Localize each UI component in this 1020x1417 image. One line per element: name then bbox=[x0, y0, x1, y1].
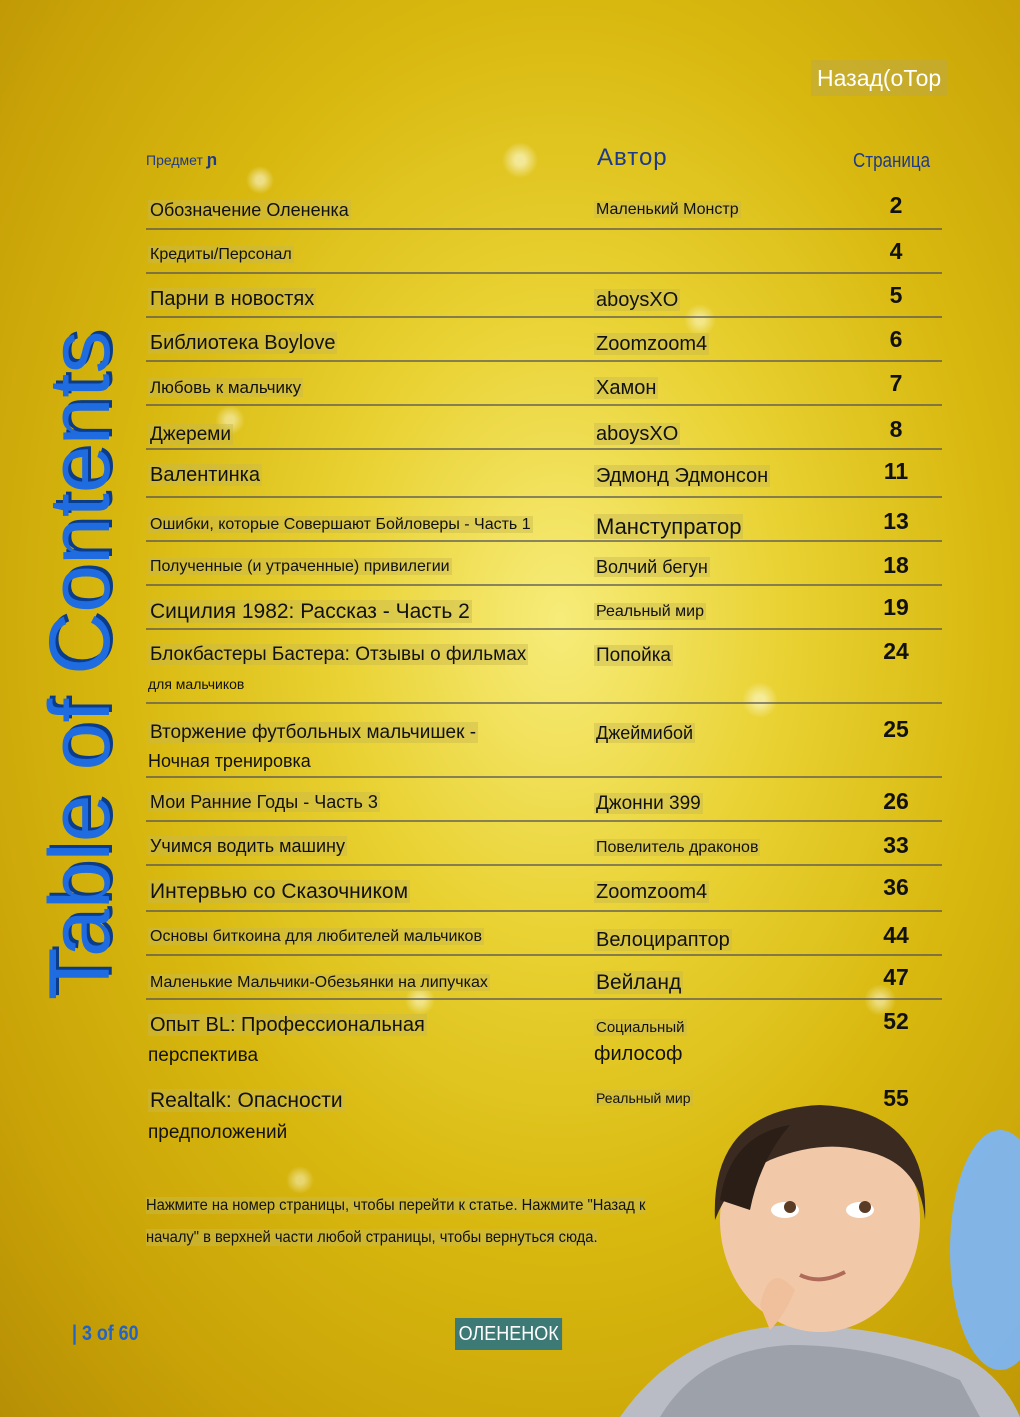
page-indicator-bar: | bbox=[72, 1322, 78, 1345]
toc-row bbox=[146, 542, 942, 586]
toc-row bbox=[146, 450, 942, 498]
toc-subject-text: Маленькие Мальчики-Обезьянки на липучках bbox=[150, 974, 488, 991]
toc-subject-text: Мои Ранние Годы - Часть 3 bbox=[150, 792, 378, 812]
toc-author bbox=[594, 788, 703, 819]
toc-page-link[interactable]: 36 bbox=[883, 874, 909, 900]
toc-author-text: Волчий бегун bbox=[596, 557, 708, 577]
toc-author bbox=[594, 966, 683, 999]
toc-author bbox=[594, 460, 770, 492]
back-to-top-link[interactable]: Назад(оТор bbox=[811, 60, 947, 96]
toc-subject-text: Джереми bbox=[150, 424, 231, 445]
note-line-2: началу" в верхней части любой страницы, чтобы вернуться сюда. bbox=[146, 1229, 598, 1246]
toc-row bbox=[146, 498, 942, 542]
toc-author bbox=[594, 834, 760, 862]
toc-subject-text-line2: Ночная тренировка bbox=[148, 751, 311, 771]
toc-subject bbox=[148, 640, 528, 699]
toc-page-link[interactable]: 19 bbox=[883, 594, 909, 620]
toc-subject bbox=[148, 328, 337, 358]
toc-page-link[interactable]: 18 bbox=[883, 552, 909, 578]
navigation-note bbox=[146, 1190, 661, 1254]
toc-page-link[interactable]: 11 bbox=[883, 458, 909, 484]
toc-subject bbox=[148, 460, 262, 490]
toc-author-text: aboysXO bbox=[596, 289, 679, 311]
toc-table bbox=[146, 186, 942, 1155]
toc-page-link[interactable]: 6 bbox=[889, 326, 903, 352]
toc-page-link[interactable]: 26 bbox=[883, 788, 909, 814]
toc-author-text: Хамон bbox=[596, 377, 657, 399]
toc-page-link[interactable]: 7 bbox=[889, 370, 903, 396]
toc-author-text: Джеймибой bbox=[596, 723, 694, 743]
toc-subject bbox=[148, 284, 316, 314]
toc-subject bbox=[148, 876, 410, 907]
toc-author-text: Джонни 399 bbox=[596, 793, 701, 814]
toc-author-text: Реальный мир bbox=[596, 603, 704, 620]
toc-author-text-line2: философ bbox=[594, 1043, 683, 1065]
toc-author bbox=[594, 510, 743, 544]
toc-author-text: Вейланд bbox=[596, 971, 682, 994]
toc-subject-text: Учимся водить машину bbox=[150, 836, 345, 856]
toc-page-link[interactable]: 4 bbox=[889, 238, 903, 264]
toc-author-text: Эдмонд Эдмонсон bbox=[596, 465, 769, 487]
toc-subject bbox=[148, 374, 303, 401]
toc-author bbox=[594, 372, 658, 404]
toc-author-text: Реальный мир bbox=[596, 1090, 691, 1106]
toc-author-text: Манступратор bbox=[596, 514, 742, 539]
toc-subject-text: Интервью со Сказочником bbox=[150, 880, 409, 903]
toc-author-text: Велоцираптор bbox=[596, 929, 730, 951]
toc-page-link[interactable]: 47 bbox=[883, 964, 909, 990]
subject-header bbox=[146, 150, 217, 170]
toc-page-link[interactable]: 5 bbox=[889, 282, 903, 308]
toc-subject-text: Ошибки, которые Совершают Бойловеры - Часть 1 bbox=[150, 516, 531, 533]
toc-subject-text: Realtalk: Опасности bbox=[150, 1089, 343, 1112]
toc-author-text: Попойка bbox=[596, 645, 671, 666]
toc-subject-text-line2: перспектива bbox=[148, 1045, 259, 1066]
toc-subject-text: Полученные (и утраченные) привилегии bbox=[150, 558, 450, 575]
toc-subject bbox=[148, 832, 347, 860]
toc-row bbox=[146, 704, 942, 778]
toc-author-text: Маленький Монстр bbox=[596, 201, 739, 218]
toc-author-text: Повелитель драконов bbox=[596, 839, 759, 856]
toc-subject bbox=[148, 1010, 427, 1071]
toc-author-text: aboysXO bbox=[596, 423, 679, 445]
toc-row bbox=[146, 822, 942, 866]
toc-author bbox=[594, 328, 709, 360]
toc-author-text: Социальный bbox=[596, 1019, 685, 1036]
toc-subject-text-line2: для мальчиков bbox=[148, 676, 245, 692]
note-line-1: Нажмите на номер страницы, чтобы перейти к статье. Нажмите "Назад к bbox=[146, 1197, 646, 1214]
toc-subject bbox=[148, 242, 294, 268]
toc-author bbox=[594, 1014, 687, 1069]
toc-subject bbox=[148, 512, 533, 538]
toc-row bbox=[146, 778, 942, 822]
toc-row bbox=[146, 406, 942, 450]
toc-author bbox=[594, 924, 732, 956]
toc-subject-text: Валентинка bbox=[150, 464, 260, 486]
toc-subject bbox=[148, 196, 351, 224]
thinking-boy-image bbox=[620, 1100, 1020, 1417]
toc-subject-text-line2: предположений bbox=[148, 1122, 288, 1143]
toc-subject-text: Опыт BL: Профессиональная bbox=[150, 1014, 425, 1036]
toc-row bbox=[146, 186, 942, 230]
page-indicator-text: 3 of 60 bbox=[81, 1322, 139, 1345]
toc-author bbox=[594, 640, 673, 671]
toc-row bbox=[146, 866, 942, 912]
toc-subject bbox=[148, 554, 452, 580]
toc-subject-text: Обозначение Олененка bbox=[150, 200, 349, 220]
toc-author bbox=[594, 552, 710, 582]
toc-subject-text: Библиотека Boylove bbox=[150, 332, 336, 354]
page-header: Страница bbox=[853, 150, 931, 172]
toc-subject bbox=[148, 1085, 345, 1148]
toc-subject-text: Вторжение футбольных мальчишек - bbox=[150, 722, 477, 743]
toc-page-link[interactable]: 33 bbox=[883, 832, 909, 858]
toc-subject-text: Сицилия 1982: Рассказ - Часть 2 bbox=[150, 600, 470, 623]
vertical-title: Table of Contents bbox=[32, 330, 128, 1000]
toc-row bbox=[146, 630, 942, 704]
toc-author bbox=[594, 196, 741, 224]
toc-subject-text: Блокбастеры Бастера: Отзывы о фильмах bbox=[150, 644, 527, 665]
toc-author-text: Zoomzoom4 bbox=[596, 333, 708, 355]
toc-page-link[interactable]: 2 bbox=[889, 192, 903, 218]
toc-row bbox=[146, 318, 942, 362]
toc-page-link[interactable]: 52 bbox=[883, 1008, 909, 1034]
footer-brand: ОЛЕНЕНОК bbox=[455, 1318, 562, 1350]
toc-page-link[interactable]: 24 bbox=[883, 638, 909, 664]
toc-page-link[interactable]: 13 bbox=[883, 508, 909, 534]
toc-subject bbox=[148, 924, 484, 950]
toc-subject-text: Основы биткоина для любителей мальчиков bbox=[150, 928, 482, 945]
toc-subject-text: Парни в новостях bbox=[150, 288, 315, 310]
toc-page-link[interactable]: 25 bbox=[883, 716, 909, 742]
toc-row bbox=[146, 956, 942, 1000]
toc-page-link[interactable]: 55 bbox=[883, 1085, 909, 1111]
toc-row bbox=[146, 586, 942, 630]
toc-author bbox=[594, 418, 680, 450]
subject-header-label: Предмет bbox=[146, 152, 203, 168]
toc-author bbox=[594, 876, 709, 908]
toc-subject bbox=[148, 788, 380, 816]
page-indicator bbox=[72, 1322, 139, 1346]
toc-subject bbox=[148, 596, 472, 627]
toc-page-link[interactable]: 8 bbox=[889, 416, 903, 442]
toc-author bbox=[594, 718, 695, 748]
author-header: Автор bbox=[597, 144, 668, 171]
toc-row bbox=[146, 912, 942, 956]
toc-row bbox=[146, 362, 942, 406]
toc-subject bbox=[148, 970, 490, 996]
toc-author-text: Zoomzoom4 bbox=[596, 881, 708, 903]
toc-subject-text: Любовь к мальчику bbox=[150, 378, 302, 397]
toc-author bbox=[594, 284, 680, 316]
toc-row bbox=[146, 1000, 942, 1075]
toc-subject bbox=[148, 718, 478, 776]
toc-author bbox=[594, 598, 706, 626]
toc-subject-text: Кредиты/Персонал bbox=[150, 246, 292, 263]
toc-page-link[interactable]: 44 bbox=[883, 922, 909, 948]
toc-row bbox=[146, 274, 942, 318]
toc-row bbox=[146, 230, 942, 274]
subject-header-mark: ɲ bbox=[206, 150, 218, 169]
toc-subject bbox=[148, 420, 233, 449]
